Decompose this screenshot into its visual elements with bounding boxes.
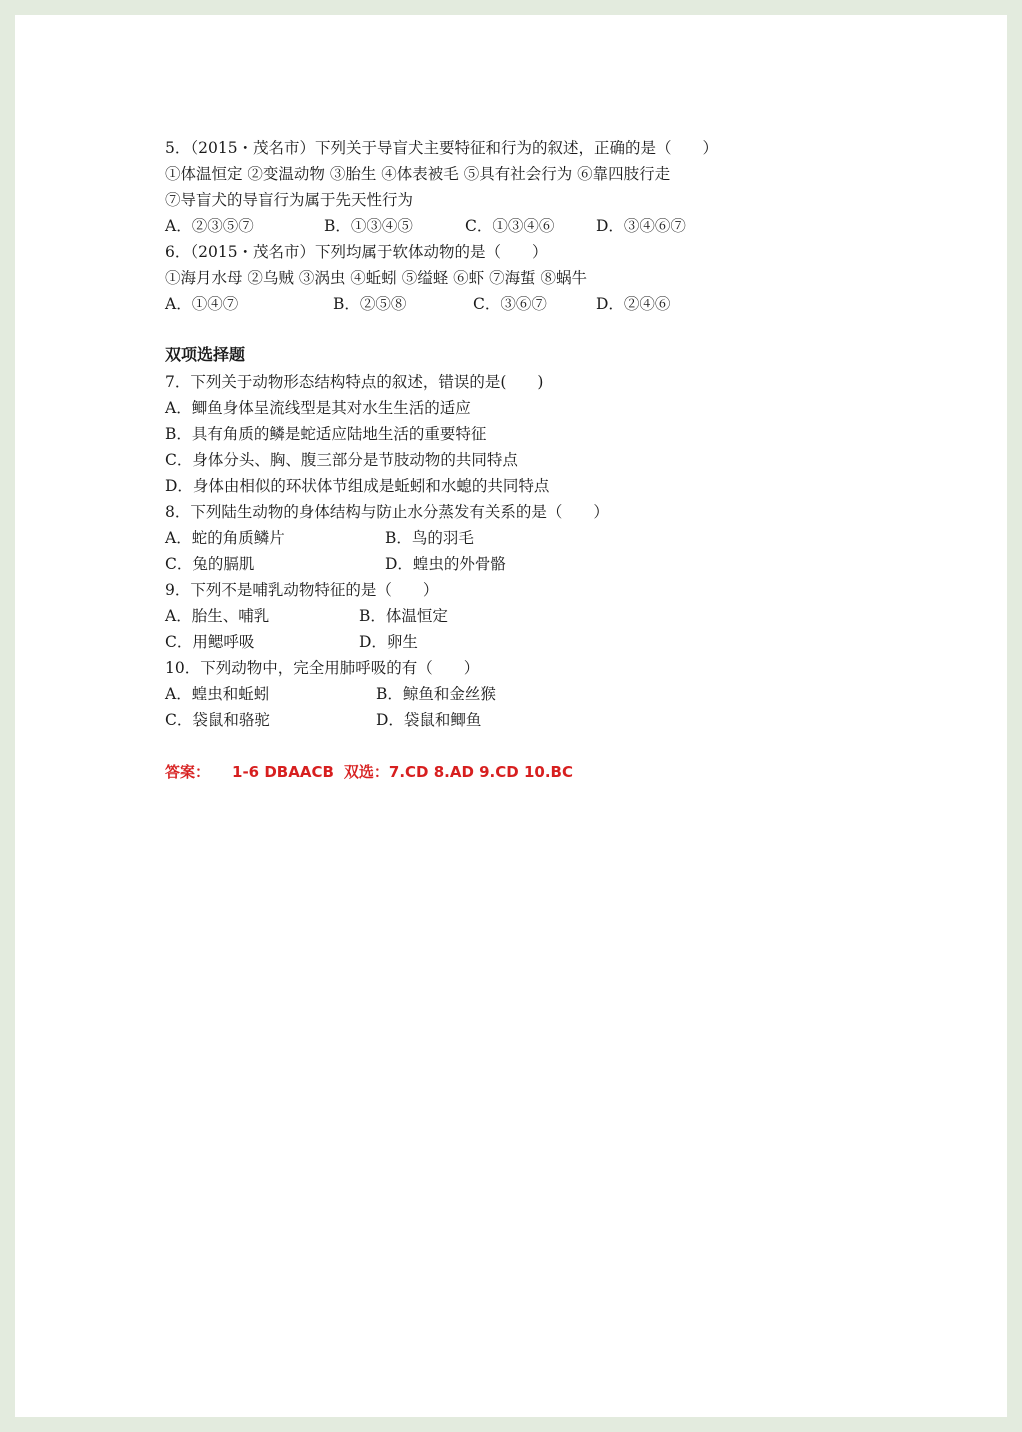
question-5-option-b: B．①③④⑤ — [324, 217, 413, 235]
question-5-option-a: A．②③⑤⑦ — [165, 217, 254, 235]
question-9-stem: 9．下列不是哺乳动物特征的是（ ） — [165, 581, 439, 599]
document-page — [15, 15, 1007, 1417]
question-8-option-c: C．兔的膈肌 — [165, 555, 255, 573]
answer-single: 1-6 DBAACB — [232, 763, 334, 781]
question-8-option-b: B．鸟的羽毛 — [385, 529, 474, 547]
answer-double: 双选：7.CD 8.AD 9.CD 10.BC — [343, 763, 573, 781]
question-9-option-d: D．卵生 — [359, 633, 418, 651]
question-8-option-a: A．蛇的角质鳞片 — [165, 529, 285, 547]
section-heading: 双项选择题 — [165, 345, 246, 364]
question-10-option-d: D．袋鼠和鲫鱼 — [376, 711, 482, 729]
question-6-option-d: D．②④⑥ — [596, 295, 671, 313]
answer-label: 答案： — [165, 763, 211, 781]
question-6-stem: 6．（2015・茂名市）下列均属于软体动物的是（ ） — [165, 243, 548, 261]
question-5-option-c: C．①③④⑥ — [465, 217, 555, 235]
question-6-statements: ①海月水母 ②乌贼 ③涡虫 ④蚯蚓 ⑤缢蛏 ⑥虾 ⑦海蜇 ⑧蜗牛 — [165, 269, 587, 287]
question-10-option-c: C．袋鼠和骆驼 — [165, 711, 270, 729]
question-8-option-d: D．蝗虫的外骨骼 — [385, 555, 506, 573]
question-5-statements-2: ⑦导盲犬的导盲行为属于先天性行为 — [165, 191, 414, 209]
question-10-stem: 10．下列动物中，完全用肺呼吸的有（ ） — [165, 659, 480, 677]
question-10-option-b: B．鲸鱼和金丝猴 — [376, 685, 496, 703]
question-6-option-c: C．③⑥⑦ — [473, 295, 547, 313]
question-5-option-d: D．③④⑥⑦ — [596, 217, 686, 235]
question-9-option-b: B．体温恒定 — [359, 607, 448, 625]
question-6-option-b: B．②⑤⑧ — [333, 295, 407, 313]
question-5-stem: 5．（2015・茂名市）下列关于导盲犬主要特征和行为的叙述，正确的是（ ） — [165, 139, 719, 157]
question-9-option-a: A．胎生、哺乳 — [165, 607, 270, 625]
question-7-option-d: D．身体由相似的环状体节组成是蚯蚓和水螅的共同特点 — [165, 477, 550, 495]
answer-key — [165, 762, 573, 782]
question-6-option-a: A．①④⑦ — [165, 295, 239, 313]
question-7-option-c: C．身体分头、胸、腹三部分是节肢动物的共同特点 — [165, 451, 518, 469]
question-8-stem: 8．下列陆生动物的身体结构与防止水分蒸发有关系的是（ ） — [165, 503, 609, 521]
question-7-stem: 7．下列关于动物形态结构特点的叙述，错误的是( ) — [165, 373, 544, 391]
question-5-statements-1: ①体温恒定 ②变温动物 ③胎生 ④体表被毛 ⑤具有社会行为 ⑥靠四肢行走 — [165, 165, 671, 183]
question-10-option-a: A．蝗虫和蚯蚓 — [165, 685, 270, 703]
question-7-option-a: A．鲫鱼身体呈流线型是其对水生生活的适应 — [165, 399, 471, 417]
question-9-option-c: C．用鳃呼吸 — [165, 633, 255, 651]
question-7-option-b: B．具有角质的鳞是蛇适应陆地生活的重要特征 — [165, 425, 487, 443]
